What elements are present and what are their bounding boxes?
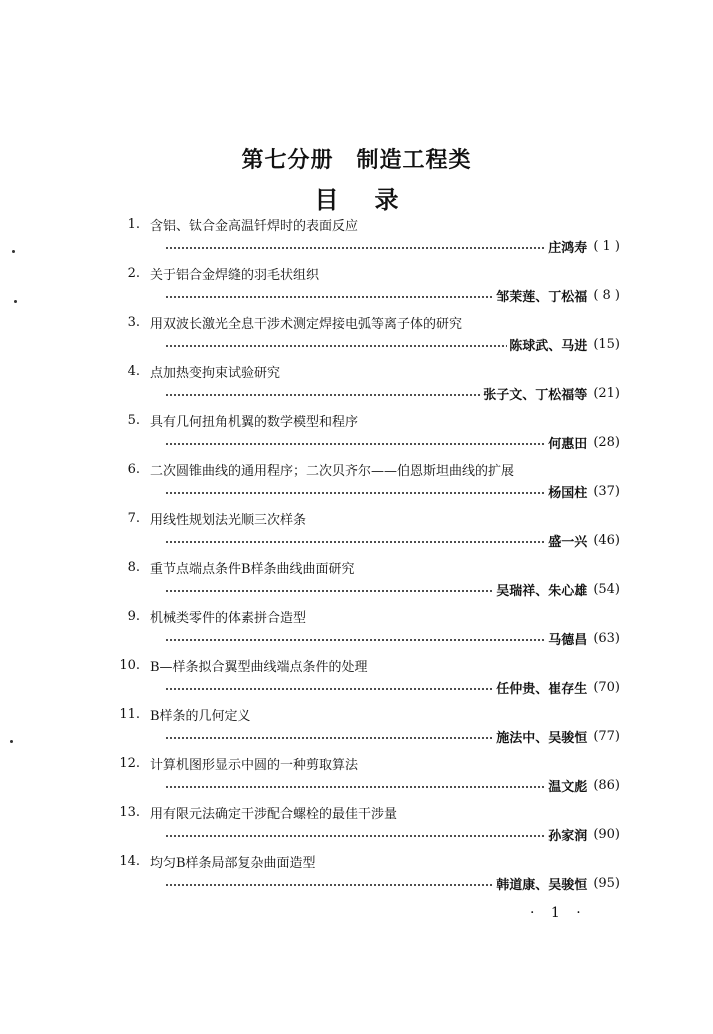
toc-entry-number: 5. [127,412,140,428]
dot-leader [165,394,481,396]
toc-entry-title-row [110,802,397,822]
toc-entry-author: 孙家润 [548,828,588,844]
toc-entry-title-row [110,753,358,773]
toc-entry-author: 任仲贵、崔存生 [496,681,588,697]
toc-entry-author: 盛一兴 [548,534,588,550]
series-title: 第七分册 制造工程类 [241,148,472,173]
toc-entry-page: (37) [593,483,620,499]
scan-speck [10,740,13,743]
toc-entry-title-row [110,459,514,479]
toc-entry [110,753,620,802]
page-number: · 1 · [530,905,587,921]
toc-entry-number: 14. [119,853,140,869]
toc-entry-title: 用线性规划法光顺三次样条 [150,512,307,528]
toc-entry-leader-row [165,873,620,893]
toc-entry-author: 吴瑞祥、朱心雄 [496,583,588,599]
toc-entry [110,263,620,312]
toc-entry-title: B样条的几何定义 [150,708,251,724]
toc-entry-number: 10. [119,657,140,673]
toc-entry [110,704,620,753]
toc-entry-page: (28) [593,434,620,450]
toc-entry-number: 12. [119,755,140,771]
dot-leader [165,492,546,494]
toc-entry [110,851,620,900]
toc-entry-leader-row [165,530,620,550]
toc-entry-title-row [110,312,462,332]
dot-leader [165,688,494,690]
toc-entry-leader-row [165,432,620,452]
toc-entry-author: 陈球武、马进 [509,338,588,354]
toc-entry-title-row [110,410,358,430]
toc-entry-page: (86) [593,777,620,793]
toc-entry-page: (46) [593,532,620,548]
toc-entry-author: 何惠田 [548,436,588,452]
toc-title: 目录 [314,186,435,214]
toc-entry-title-row [110,606,306,626]
toc-entry-page: ( 1 ) [593,238,620,254]
toc-entry-title-row [110,214,358,234]
toc-entry-page: (63) [593,630,620,646]
toc-entry-title: 机械类零件的体素拼合造型 [150,610,307,626]
toc-entry-title: 点加热变拘束试验研究 [150,365,281,381]
toc-entry-title: 含铝、钛合金高温钎焊时的表面反应 [150,218,359,234]
dot-leader [165,345,507,347]
toc-entry-title-row [110,704,251,724]
toc-entry-title: 关于铝合金焊缝的羽毛状组织 [150,267,320,283]
toc-entry-author: 杨国柱 [548,485,588,501]
toc-entry [110,312,620,361]
toc-entry-author: 庄鸿寿 [548,240,588,256]
toc-entry-number: 8. [127,559,140,575]
toc-entry-author: 邹茉莲、丁松福 [496,289,588,305]
toc-entry-leader-row [165,824,620,844]
toc-entry-author: 张子文、丁松福等 [483,387,588,403]
toc-entry-leader-row [165,775,620,795]
toc-entry-leader-row [165,677,620,697]
dot-leader [165,247,546,249]
toc-entry-number: 2. [127,265,140,281]
toc-entry-author: 施法中、吴骏恒 [496,730,588,746]
toc-entry-author: 韩道康、吴骏恒 [496,877,588,893]
toc-entry-number: 7. [127,510,140,526]
toc-entry [110,802,620,851]
toc-entry-title-row [110,263,319,283]
toc-entry [110,557,620,606]
toc-entry-number: 4. [127,363,140,379]
toc-entry-title-row [110,557,355,577]
toc-entry [110,361,620,410]
dot-leader [165,786,546,788]
toc-entry-page: (95) [593,875,620,891]
toc-entry-title: 具有几何扭角机翼的数学模型和程序 [150,414,359,430]
toc-entry [110,410,620,459]
toc-entry-number: 13. [119,804,140,820]
toc-entry-page: (21) [593,385,620,401]
dot-leader [165,835,546,837]
toc-entry-title: 重节点端点条件B样条曲线曲面研究 [150,561,355,577]
toc-entry-page: (54) [593,581,620,597]
toc-entry-page: (90) [593,826,620,842]
toc-entry-title-row [110,655,368,675]
toc-entry-title-row [110,361,280,381]
scan-speck [14,300,17,303]
toc-entry-page: ( 8 ) [593,287,620,303]
toc-entry [110,459,620,508]
dot-leader [165,296,494,298]
toc-entry-title: 用双波长激光全息干涉术测定焊接电弧等离子体的研究 [150,316,463,332]
dot-leader [165,590,494,592]
toc-entry-number: 6. [127,461,140,477]
toc-entry-number: 9. [127,608,140,624]
toc-entry-title: B—样条拟合翼型曲线端点条件的处理 [150,659,368,675]
toc-entry-leader-row [165,334,620,354]
toc-entry [110,655,620,704]
toc-entry-author: 马德昌 [548,632,588,648]
dot-leader [165,541,546,543]
toc-entry-leader-row [165,726,620,746]
toc-entry-title: 均匀B样条局部复杂曲面造型 [150,855,316,871]
toc-entry-leader-row [165,628,620,648]
scan-speck [12,250,15,253]
toc-entry-page: (77) [593,728,620,744]
toc-entry-leader-row [165,285,620,305]
dot-leader [165,737,494,739]
toc-entry-number: 1. [127,216,140,232]
toc-entry-title: 用有限元法确定干涉配合螺栓的最佳干涉量 [150,806,398,822]
toc-entry-title-row [110,851,316,871]
toc-entry-leader-row [165,236,620,256]
toc-entry-leader-row [165,383,620,403]
toc-entry-title-row [110,508,306,528]
toc-entry-leader-row [165,579,620,599]
dot-leader [165,443,546,445]
toc-entry-title: 二次圆锥曲线的通用程序；二次贝齐尔——伯恩斯坦曲线的扩展 [150,463,515,479]
toc-entry [110,606,620,655]
toc-entry-title: 计算机图形显示中圆的一种剪取算法 [150,757,359,773]
toc-entry-author: 温文彪 [548,779,588,795]
toc-entry-leader-row [165,481,620,501]
table-of-contents [110,214,620,900]
toc-entry-number: 11. [119,706,140,722]
toc-entry [110,508,620,557]
toc-entry-number: 3. [127,314,140,330]
toc-entry-page: (70) [593,679,620,695]
dot-leader [165,639,546,641]
dot-leader [165,884,494,886]
toc-entry-page: (15) [593,336,620,352]
toc-entry [110,214,620,263]
